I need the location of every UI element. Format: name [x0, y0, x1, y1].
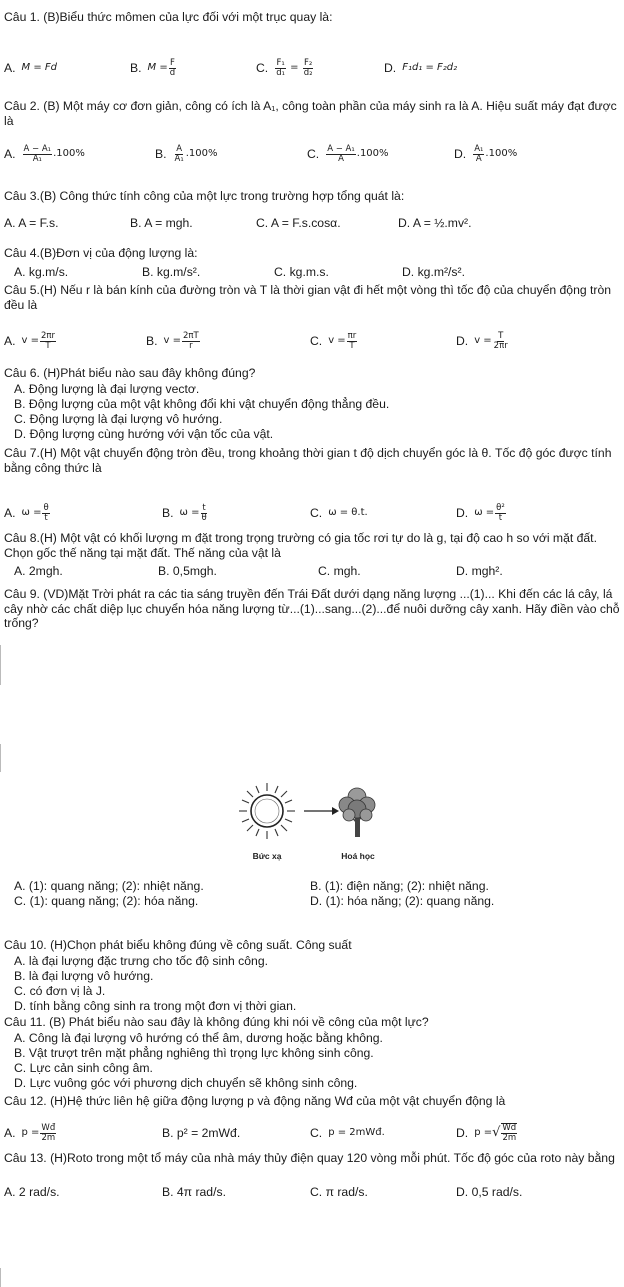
fraction: $\frac{2\pi T}{r}$	[183, 330, 199, 351]
arrow-icon	[304, 807, 339, 815]
q3-title: Câu 3.(B) Công thức tính công của một lực trong trường hợp tổng quát là:	[4, 189, 405, 203]
q11-option-b: B. Vật trượt trên mặt phẳng nghiêng thì trọng lực không sinh công.	[14, 1046, 374, 1060]
figure-label-right: Hoá học	[341, 851, 375, 861]
left-bracket-mark	[0, 645, 1, 685]
option-letter: A.	[4, 60, 16, 75]
q12-option-c: C. p = 2mWđ.	[310, 1125, 385, 1140]
q7-options	[4, 502, 620, 524]
fraction: $\frac{Wđ}{2m}$	[41, 1122, 56, 1143]
q1-option-a	[4, 57, 57, 79]
fraction: $\frac{t}{\theta}$	[201, 502, 207, 523]
q11-option-a: A. Công là đại lượng vô hướng có thể âm, dương hoặc bằng không.	[14, 1031, 383, 1045]
q4-option-c: C. kg.m.s.	[274, 264, 329, 279]
q4-option-a: A. kg.m/s.	[14, 264, 69, 279]
q13-options	[4, 1181, 620, 1203]
q8-option-b: B. 0,5mgh.	[158, 563, 217, 578]
sun-icon	[239, 783, 295, 839]
q11-option-c: C. Lực cản sinh công âm.	[14, 1061, 153, 1075]
fraction: A A₁	[174, 143, 184, 164]
q12-options	[4, 1122, 620, 1144]
q2-option-c: C. A − A₁ A .100%	[307, 143, 389, 164]
q3-option-d: D. A = ½.mv².	[398, 215, 472, 230]
q12-option-a: A. p = $\frac{Wđ}{2m}$	[4, 1122, 56, 1143]
q5-title: Câu 5.(H) Nếu r là bán kính của đường tròn và T là thời gian vật đi hết một vòng thì tốc độ của chuyển động tròn đều là	[4, 283, 612, 312]
q12-option-d: D. p = √ Wđ 2m	[456, 1123, 517, 1143]
q13-title: Câu 13. (H)Roto trong một tổ máy của nhà máy thủy điện quay 120 vòng mỗi phút. Tốc độ góc của roto này bằng	[4, 1151, 615, 1165]
q13-option-d: D. 0,5 rad/s.	[456, 1184, 523, 1199]
formula-prefix: M =	[147, 62, 168, 73]
q3-options	[4, 212, 620, 234]
formula: F₁d₁ = F₂d₂	[402, 62, 458, 73]
formula: M = Fd	[21, 62, 57, 73]
q10-option-d: D. tính bằng công sinh ra trong một đơn vị thời gian.	[14, 999, 297, 1013]
q7-option-a: A. ω = $\frac{\theta}{t}$	[4, 502, 49, 523]
q10-title: Câu 10. (H)Chọn phát biểu không đúng về công suất. Công suất	[4, 938, 352, 952]
q6-option-a: A. Động lượng là đại lượng vectơ.	[14, 382, 200, 396]
q5-option-b: B. v = $\frac{2\pi T}{r}$	[146, 330, 199, 351]
q2-option-a: A. A − A₁ A₁ .100%	[4, 143, 85, 164]
fraction: $\frac{\text{F₁}}{\text{d₁}}$	[276, 57, 285, 78]
page-bottom-mark	[0, 1268, 1, 1287]
q11-option-d: D. Lực vuông góc với phương dịch chuyển sẽ không sinh công.	[14, 1076, 358, 1090]
q12-title: Câu 12. (H)Hệ thức liên hệ giữa động lượng p và động năng Wđ của một vật chuyển động là	[4, 1094, 506, 1108]
q10-option-c: C. có đơn vị là J.	[14, 984, 106, 998]
q2-option-d: D. A₁ A .100%	[454, 143, 518, 164]
fraction: $\frac{F}{d}$	[169, 57, 176, 78]
q4-title: Câu 4.(B)Đơn vị của động lượng là:	[4, 246, 198, 260]
q2-options	[4, 143, 620, 165]
q13-option-a: A. 2 rad/s.	[4, 1184, 60, 1199]
q7-option-d: D. ω = $\frac{\text{θ²}}{t}$	[456, 502, 505, 523]
option-letter: B.	[130, 60, 142, 75]
q9-title: Câu 9. (VD)Mặt Trời phát ra các tia sáng truyền đến Trái Đất dưới dạng năng lượng ...(1)... Khi đến các lá cây, lá cây nhờ các chất diệp lục chuyển hóa năng lượng từ...(1)...sang...(2)...để nuôi dưỡng cây xanh. Hãy điền vào chỗ trống?	[4, 587, 620, 631]
q13-option-c: C. π rad/s.	[310, 1184, 368, 1199]
q1-option-d	[384, 57, 457, 79]
q3-option-a: A. A = F.s.	[4, 215, 59, 230]
option-letter: C.	[256, 60, 269, 75]
fraction: A − A₁ A₁	[23, 143, 52, 164]
q8-options	[4, 560, 620, 582]
q4-option-b: B. kg.m/s².	[142, 264, 201, 279]
q6-option-c: C. Động lượng là đại lượng vô hướng.	[14, 412, 223, 426]
q5-option-c: C. v = $\frac{\pi r}{T}$	[310, 330, 357, 351]
q6-title: Câu 6. (H)Phát biểu nào sau đây không đúng?	[4, 366, 256, 380]
fraction: $\frac{\text{F₂}}{\text{d₂}}$	[303, 57, 313, 78]
q6-option-d: D. Động lượng cùng hướng với vận tốc của vật.	[14, 427, 274, 441]
q1-option-b	[130, 57, 177, 79]
q10-option-a: A. là đại lượng đặc trưng cho tốc độ sinh công.	[14, 954, 268, 968]
q8-option-a: A. 2mgh.	[14, 563, 63, 578]
q3-option-c: C. A = F.s.cosα.	[256, 215, 341, 230]
tree-icon	[339, 788, 375, 837]
q4-options	[4, 261, 620, 283]
q7-title: Câu 7.(H) Một vật chuyển động tròn đều, trong khoảng thời gian t độ dịch chuyển góc là θ. Tốc độ góc được tính bằng công thức là	[4, 446, 612, 475]
q11-title: Câu 11. (B) Phát biểu nào sau đây là không đúng khi nói về công của một lực?	[4, 1015, 429, 1029]
radiation-to-chemical-figure	[222, 781, 422, 871]
q3-option-b: B. A = mgh.	[130, 215, 193, 230]
option-letter: D.	[384, 60, 397, 75]
fraction: A − A₁ A	[327, 143, 355, 164]
fraction: $\frac{2\pi r}{T}$	[41, 330, 56, 351]
fraction: $\frac{\text{θ²}}{t}$	[496, 502, 505, 523]
q6-option-b: B. Động lượng của một vật không đổi khi vật chuyển động thẳng đều.	[14, 397, 390, 411]
q8-option-d: D. mgh².	[456, 563, 503, 578]
q9-option-c: C. (1): quang năng; (2): hóa năng.	[14, 893, 199, 908]
q13-option-b: B. 4π rad/s.	[162, 1184, 226, 1199]
q2-title: Câu 2. (B) Một máy cơ đơn giản, công có ích là A₁, công toàn phần của máy sinh ra là A. Hiệu suất máy đạt được là	[4, 99, 617, 128]
q9-option-b: B. (1): điện năng; (2): nhiệt năng.	[310, 878, 489, 893]
q1-title: Câu 1. (B)Biểu thức mômen của lực đối với một trục quay là:	[4, 10, 333, 24]
q1-option-c: C. $\frac{\text{F₁}}{\text{d₁}}$ = $\frac{\text{F₂}}{\text{d₂}}$	[256, 57, 313, 78]
q7-option-c: C. ω = θ.t.	[310, 505, 368, 520]
q10-option-b: B. là đại lượng vô hướng.	[14, 969, 154, 983]
q5-options	[4, 330, 620, 352]
q2-option-b: B. A A₁ .100%	[155, 143, 218, 164]
q1-options	[4, 57, 620, 79]
q9-option-a: A. (1): quang năng; (2): nhiệt năng.	[14, 878, 204, 893]
q8-option-c: C. mgh.	[318, 563, 361, 578]
fraction: $\frac{\pi r}{T}$	[347, 330, 357, 351]
q12-option-b: B. p² = 2mWđ.	[162, 1125, 241, 1140]
fraction: $\frac{T}{2\pi r}$	[493, 330, 508, 351]
fraction: $\frac{\theta}{t}$	[43, 502, 49, 523]
q8-title: Câu 8.(H) Một vật có khối lượng m đặt trong trọng trường có gia tốc rơi tự do là g, tại độ cao h so với mặt đất. Chọn gốc thế năng tại mặt đất. Thế năng của vật là	[4, 531, 597, 560]
left-bracket-mark	[0, 744, 1, 772]
fraction: Wđ 2m	[502, 1123, 517, 1143]
figure-label-left: Bức xạ	[252, 851, 282, 861]
q5-option-a: A. v = $\frac{2\pi r}{T}$	[4, 330, 56, 351]
q9-options-row2	[4, 890, 620, 912]
q9-option-d: D. (1): hóa năng; (2): quang năng.	[310, 893, 495, 908]
q5-option-d: D. v = $\frac{T}{2\pi r}$	[456, 330, 508, 351]
q7-option-b: B. ω = $\frac{t}{\theta}$	[162, 502, 207, 523]
q4-option-d: D. kg.m²/s².	[402, 264, 465, 279]
fraction: A₁ A	[474, 143, 484, 164]
